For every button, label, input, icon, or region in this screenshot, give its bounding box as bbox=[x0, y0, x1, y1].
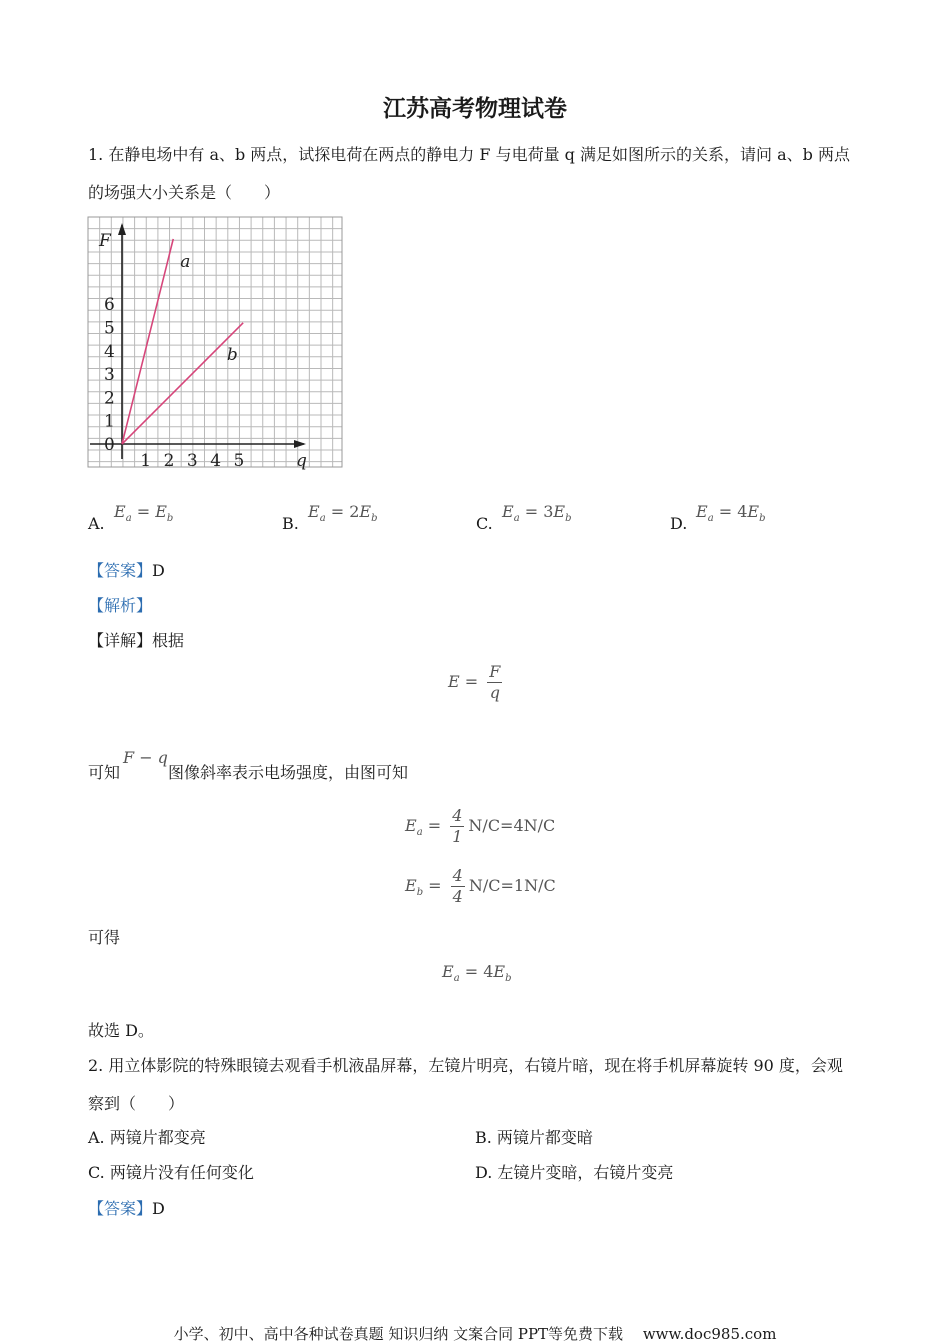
answer-value: D bbox=[152, 1199, 165, 1218]
x-tick-label-5: 5 bbox=[233, 451, 245, 470]
y-tick-label-1: 1 bbox=[104, 411, 115, 432]
q1-detail bbox=[88, 630, 184, 652]
question-2-text-line1: 2. 用立体影院的特殊眼镜去观看手机液晶屏幕，左镜片明亮，右镜片暗，现在将手机屏幕旋转 90 度，会观 bbox=[88, 1056, 843, 1075]
y-tick-label-4: 4 bbox=[104, 341, 115, 362]
y-tick-label-2: 2 bbox=[104, 388, 115, 409]
option-a-formula: $E_a = E_b$ bbox=[114, 502, 174, 524]
option-label: D. bbox=[670, 514, 688, 533]
line-a-label: a bbox=[180, 251, 191, 272]
origin-label: 0 bbox=[104, 435, 115, 455]
answer-tag: 【答案】 bbox=[88, 561, 153, 580]
line-b-label: b bbox=[226, 345, 238, 366]
question-1-text-line1: 1. 在静电场中有 a、b 两点，试探电荷在两点的静电力 F 与电荷量 q 满足如图所示的关系，请问 a、b 两点 bbox=[88, 145, 850, 164]
q1-analysis bbox=[88, 595, 152, 617]
option-c[interactable] bbox=[476, 514, 493, 533]
x-tick-label-2: 2 bbox=[163, 451, 175, 470]
q2-option-d[interactable]: D. 左镜片变暗，右镜片变亮 bbox=[475, 1163, 674, 1182]
option-d[interactable] bbox=[670, 514, 687, 533]
q1-know-expr: F − q bbox=[123, 748, 168, 767]
option-label: B. bbox=[282, 514, 299, 533]
footer-ad[interactable]: 小学、初中、高中各种试卷真题 知识归纳 文案合同 PPT等免费下载 www.doc985.com bbox=[173, 1325, 777, 1343]
q1-conclusion: 故选 D。 bbox=[88, 1021, 154, 1040]
formula-e-equals-f-over-q: E = $\frac{F}{q}$ bbox=[448, 662, 501, 702]
x-axis-label: q bbox=[296, 451, 307, 470]
x-axis-arrow bbox=[294, 440, 306, 448]
formula-eb: $E_b$ = $\frac{4}{4}$ N/C=1N/C bbox=[405, 866, 556, 906]
formula-ea: $E_a$ = $\frac{4}{1}$ N/C=4N/C bbox=[405, 806, 556, 846]
line-b bbox=[122, 323, 243, 444]
q2-option-a[interactable]: A. 两镜片都变亮 bbox=[88, 1128, 206, 1147]
formula-result: $E_a = 4E_b$ bbox=[442, 962, 512, 984]
option-a[interactable] bbox=[88, 514, 105, 533]
y-axis-label: F bbox=[99, 231, 111, 251]
option-d-formula: $E_a = 4E_b$ bbox=[696, 502, 766, 524]
q1-know-post: 图像斜率表示电场强度，由图可知 bbox=[168, 763, 409, 782]
x-tick-label-3: 3 bbox=[186, 451, 198, 470]
q1-can-get: 可得 bbox=[88, 928, 121, 947]
q2-answer bbox=[88, 1198, 165, 1220]
option-b-formula: $E_a = 2E_b$ bbox=[308, 502, 378, 524]
question-1-options bbox=[88, 502, 868, 538]
detail-tag: 【详解】 bbox=[88, 631, 153, 650]
q2-option-c[interactable]: C. 两镜片没有任何变化 bbox=[88, 1163, 254, 1182]
option-label: C. bbox=[476, 514, 493, 533]
line-a bbox=[122, 239, 173, 444]
graph-marks bbox=[98, 231, 307, 470]
y-tick-label-6: 6 bbox=[104, 295, 115, 316]
y-tick-label-3: 3 bbox=[104, 365, 115, 386]
answer-value: D bbox=[152, 561, 165, 580]
option-c-formula: $E_a = 3E_b$ bbox=[502, 502, 572, 524]
option-b[interactable] bbox=[282, 514, 299, 533]
force-charge-graph bbox=[87, 215, 345, 470]
analysis-tag: 【解析】 bbox=[88, 596, 153, 615]
page-title: 江苏高考物理试卷 bbox=[383, 95, 567, 122]
y-tick-label-5: 5 bbox=[104, 318, 115, 339]
x-tick-label-4: 4 bbox=[210, 451, 222, 470]
question-2-text-line2: 察到（ ） bbox=[88, 1094, 185, 1113]
q1-answer bbox=[88, 560, 165, 582]
x-tick-label-1: 1 bbox=[140, 451, 152, 470]
option-label: A. bbox=[88, 514, 105, 533]
q2-option-b[interactable]: B. 两镜片都变暗 bbox=[475, 1128, 593, 1147]
question-1-text-line2: 的场强大小关系是（ ） bbox=[88, 183, 281, 202]
detail-text: 根据 bbox=[152, 631, 185, 650]
q1-know-pre: 可知 bbox=[88, 763, 121, 782]
graph-axes bbox=[90, 223, 306, 459]
answer-tag: 【答案】 bbox=[88, 1199, 153, 1218]
